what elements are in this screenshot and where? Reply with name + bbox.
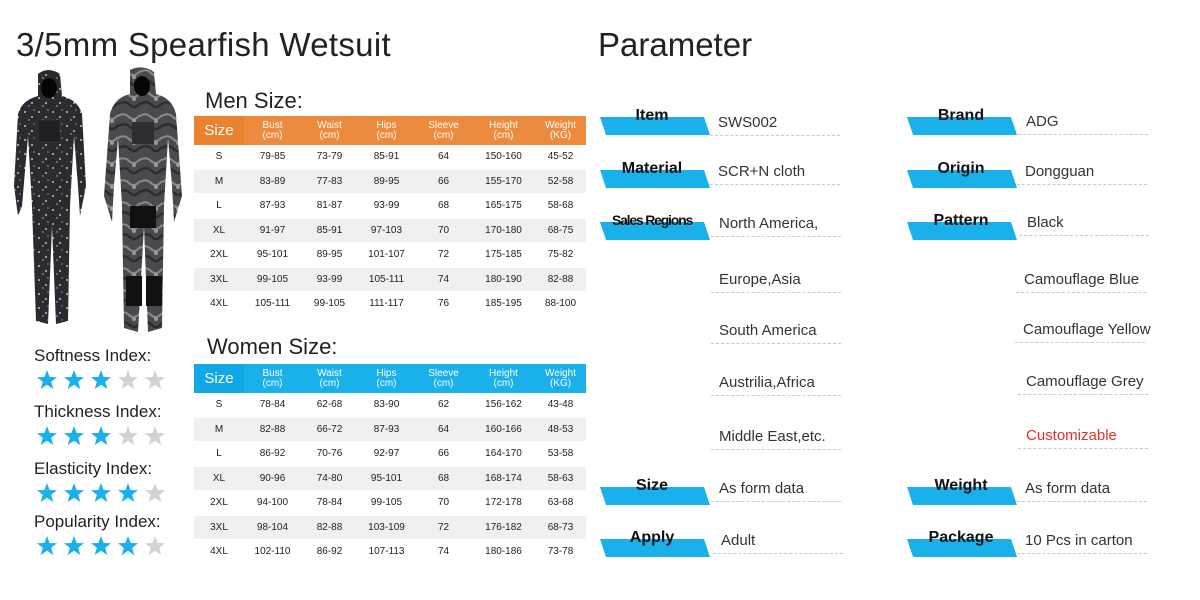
table-cell: 2XL bbox=[194, 491, 244, 516]
star-empty-icon bbox=[144, 369, 166, 391]
table-cell: 165-175 bbox=[472, 194, 535, 219]
women-size-table bbox=[194, 364, 586, 565]
table-row bbox=[194, 418, 586, 443]
table-cell: 70 bbox=[415, 219, 472, 244]
table-cell: 107-113 bbox=[358, 540, 415, 565]
table-header-cell: Hips (cm) bbox=[358, 364, 415, 393]
table-cell: 86-92 bbox=[301, 540, 358, 565]
men-size-table bbox=[194, 116, 586, 317]
star-filled-icon bbox=[63, 535, 85, 557]
table-cell: 73-78 bbox=[535, 540, 586, 565]
dashed-divider bbox=[1018, 448, 1148, 449]
dashed-divider bbox=[711, 501, 841, 502]
table-cell: 43-48 bbox=[535, 393, 586, 418]
table-cell: 73-79 bbox=[301, 145, 358, 170]
sales-region-value: North America, bbox=[719, 215, 819, 232]
table-cell: 76 bbox=[415, 292, 472, 317]
table-cell: 83-90 bbox=[358, 393, 415, 418]
brand-label: Brand bbox=[937, 107, 985, 124]
star-filled-icon bbox=[63, 482, 85, 504]
table-cell: 78-84 bbox=[301, 491, 358, 516]
table-cell: 85-91 bbox=[301, 219, 358, 244]
table-cell: 180-190 bbox=[472, 268, 535, 293]
table-cell: 82-88 bbox=[535, 268, 586, 293]
table-cell: 74-80 bbox=[301, 467, 358, 492]
table-cell: 68-75 bbox=[535, 219, 586, 244]
table-cell: 87-93 bbox=[244, 194, 301, 219]
star-filled-icon bbox=[63, 425, 85, 447]
table-cell: 68-73 bbox=[535, 516, 586, 541]
table-header-cell: Sleeve (cm) bbox=[415, 116, 472, 145]
table-cell: 150-160 bbox=[472, 145, 535, 170]
wetsuit-product-image bbox=[8, 66, 190, 344]
table-header-cell: Size bbox=[194, 364, 244, 393]
men-size-title: Men Size: bbox=[205, 88, 303, 113]
star-empty-icon bbox=[144, 482, 166, 504]
table-cell: 103-109 bbox=[358, 516, 415, 541]
sales-region-value: South America bbox=[719, 322, 817, 339]
sales-region-value: Middle East,etc. bbox=[719, 428, 826, 445]
table-cell: 74 bbox=[415, 540, 472, 565]
star-filled-icon bbox=[36, 425, 58, 447]
dashed-divider bbox=[713, 553, 843, 554]
table-cell: S bbox=[194, 145, 244, 170]
pattern-value: Camouflage Yellow bbox=[1023, 321, 1151, 338]
table-cell: 87-93 bbox=[358, 418, 415, 443]
index-label: Elasticity Index: bbox=[34, 459, 153, 478]
table-cell: 180-186 bbox=[472, 540, 535, 565]
table-row bbox=[194, 442, 586, 467]
sales-region-value: Europe,Asia bbox=[719, 271, 801, 288]
weight-value: As form data bbox=[1025, 480, 1111, 497]
apply-value: Adult bbox=[721, 532, 756, 549]
table-cell: M bbox=[194, 418, 244, 443]
star-filled-icon bbox=[36, 482, 58, 504]
table-cell: 66 bbox=[415, 170, 472, 195]
brand-value: ADG bbox=[1026, 113, 1059, 130]
table-cell: 3XL bbox=[194, 516, 244, 541]
apply-label: Apply bbox=[629, 529, 675, 546]
table-cell: 95-101 bbox=[244, 243, 301, 268]
item-value: SWS002 bbox=[718, 114, 778, 131]
star-rating bbox=[36, 535, 166, 557]
table-cell: 99-105 bbox=[358, 491, 415, 516]
table-row bbox=[194, 467, 586, 492]
table-cell: 66-72 bbox=[301, 418, 358, 443]
table-cell: 164-170 bbox=[472, 442, 535, 467]
table-row bbox=[194, 194, 586, 219]
table-cell: 3XL bbox=[194, 268, 244, 293]
table-cell: 105-111 bbox=[358, 268, 415, 293]
star-filled-icon bbox=[117, 535, 139, 557]
table-cell: 89-95 bbox=[301, 243, 358, 268]
star-filled-icon bbox=[90, 535, 112, 557]
table-cell: 62 bbox=[415, 393, 472, 418]
table-cell: 79-85 bbox=[244, 145, 301, 170]
pattern-value: Camouflage Blue bbox=[1024, 271, 1140, 288]
table-cell: 93-99 bbox=[301, 268, 358, 293]
dashed-divider bbox=[711, 395, 841, 396]
table-cell: 175-185 bbox=[472, 243, 535, 268]
table-cell: 95-101 bbox=[358, 467, 415, 492]
star-filled-icon bbox=[117, 482, 139, 504]
parameter-title: Parameter bbox=[598, 26, 753, 63]
dashed-divider bbox=[710, 135, 840, 136]
table-row bbox=[194, 145, 586, 170]
star-filled-icon bbox=[63, 369, 85, 391]
material-label: Material bbox=[621, 160, 683, 177]
star-rating bbox=[36, 425, 166, 447]
star-filled-icon bbox=[36, 369, 58, 391]
table-cell: 88-100 bbox=[535, 292, 586, 317]
table-cell: 90-96 bbox=[244, 467, 301, 492]
table-cell: 86-92 bbox=[244, 442, 301, 467]
pattern-value: Camouflage Grey bbox=[1026, 373, 1144, 390]
item-label: Item bbox=[635, 107, 669, 124]
table-cell: 70-76 bbox=[301, 442, 358, 467]
dashed-divider bbox=[1016, 292, 1146, 293]
table-cell: 92-97 bbox=[358, 442, 415, 467]
size-value: As form data bbox=[719, 480, 805, 497]
table-header-cell: Hips (cm) bbox=[358, 116, 415, 145]
table-cell: 156-162 bbox=[472, 393, 535, 418]
table-cell: 97-103 bbox=[358, 219, 415, 244]
weight-label: Weight bbox=[934, 477, 988, 494]
dashed-divider bbox=[1017, 553, 1147, 554]
table-header-cell: Weight (KG) bbox=[535, 364, 586, 393]
dashed-divider bbox=[711, 236, 841, 237]
table-row bbox=[194, 219, 586, 244]
table-cell: 45-52 bbox=[535, 145, 586, 170]
star-empty-icon bbox=[117, 369, 139, 391]
table-cell: 172-178 bbox=[472, 491, 535, 516]
table-row bbox=[194, 292, 586, 317]
table-cell: 70 bbox=[415, 491, 472, 516]
table-cell: 99-105 bbox=[301, 292, 358, 317]
table-cell: 68 bbox=[415, 467, 472, 492]
table-cell: 64 bbox=[415, 418, 472, 443]
table-cell: 72 bbox=[415, 243, 472, 268]
table-cell: 78-84 bbox=[244, 393, 301, 418]
table-header-cell: Bust (cm) bbox=[244, 116, 301, 145]
table-header-cell: Weight (KG) bbox=[535, 116, 586, 145]
star-filled-icon bbox=[90, 425, 112, 447]
sales-region-value: Austrilia,Africa bbox=[719, 374, 815, 391]
table-header-cell: Waist (cm) bbox=[301, 364, 358, 393]
table-cell: 102-110 bbox=[244, 540, 301, 565]
package-label: Package bbox=[928, 529, 994, 546]
table-cell: 74 bbox=[415, 268, 472, 293]
table-cell: 4XL bbox=[194, 292, 244, 317]
table-cell: 53-58 bbox=[535, 442, 586, 467]
table-cell: 89-95 bbox=[358, 170, 415, 195]
table-header-cell: Bust (cm) bbox=[244, 364, 301, 393]
table-cell: L bbox=[194, 442, 244, 467]
table-header-cell: Waist (cm) bbox=[301, 116, 358, 145]
table-cell: XL bbox=[194, 219, 244, 244]
table-cell: 83-89 bbox=[244, 170, 301, 195]
index-label: Popularity Index: bbox=[34, 512, 161, 531]
table-cell: 81-87 bbox=[301, 194, 358, 219]
table-cell: 99-105 bbox=[244, 268, 301, 293]
table-cell: 66 bbox=[415, 442, 472, 467]
origin-value: Dongguan bbox=[1025, 163, 1095, 180]
pattern-value: Customizable bbox=[1026, 427, 1117, 444]
table-cell: 4XL bbox=[194, 540, 244, 565]
table-cell: 48-53 bbox=[535, 418, 586, 443]
star-filled-icon bbox=[90, 482, 112, 504]
table-cell: 94-100 bbox=[244, 491, 301, 516]
size-label: Size bbox=[635, 477, 668, 494]
table-cell: L bbox=[194, 194, 244, 219]
pattern-value: Black bbox=[1027, 214, 1064, 231]
table-row bbox=[194, 516, 586, 541]
star-empty-icon bbox=[117, 425, 139, 447]
table-cell: 185-195 bbox=[472, 292, 535, 317]
pattern-label: Pattern bbox=[933, 212, 989, 229]
table-cell: 63-68 bbox=[535, 491, 586, 516]
star-filled-icon bbox=[36, 535, 58, 557]
star-filled-icon bbox=[90, 369, 112, 391]
table-header-cell: Height (cm) bbox=[472, 116, 535, 145]
dashed-divider bbox=[710, 184, 840, 185]
table-row bbox=[194, 393, 586, 418]
table-cell: 155-170 bbox=[472, 170, 535, 195]
star-empty-icon bbox=[144, 535, 166, 557]
sales_regions-label: Sales Regions bbox=[611, 212, 693, 228]
dashed-divider bbox=[1017, 501, 1147, 502]
table-cell: 176-182 bbox=[472, 516, 535, 541]
table-cell: 58-68 bbox=[535, 194, 586, 219]
material-value: SCR+N cloth bbox=[718, 163, 806, 180]
table-cell: XL bbox=[194, 467, 244, 492]
origin-label: Origin bbox=[937, 160, 985, 177]
table-cell: 2XL bbox=[194, 243, 244, 268]
dashed-divider bbox=[1018, 134, 1148, 135]
table-cell: 62-68 bbox=[301, 393, 358, 418]
table-header-cell: Size bbox=[194, 116, 244, 145]
table-cell: 82-88 bbox=[301, 516, 358, 541]
table-cell: 77-83 bbox=[301, 170, 358, 195]
women-size-title: Women Size: bbox=[207, 334, 338, 359]
table-cell: M bbox=[194, 170, 244, 195]
package-value: 10 Pcs in carton bbox=[1025, 532, 1133, 549]
table-cell: 85-91 bbox=[358, 145, 415, 170]
table-cell: 105-111 bbox=[244, 292, 301, 317]
index-label: Softness Index: bbox=[34, 346, 152, 365]
star-rating bbox=[36, 369, 166, 391]
star-empty-icon bbox=[144, 425, 166, 447]
dashed-divider bbox=[1019, 235, 1149, 236]
dashed-divider bbox=[1018, 394, 1148, 395]
table-cell: 160-166 bbox=[472, 418, 535, 443]
table-row bbox=[194, 170, 586, 195]
dashed-divider bbox=[1017, 184, 1147, 185]
table-cell: 58-63 bbox=[535, 467, 586, 492]
star-rating bbox=[36, 482, 166, 504]
main-title: 3/5mm Spearfish Wetsuit bbox=[16, 26, 391, 63]
dashed-divider bbox=[1015, 342, 1145, 343]
table-row bbox=[194, 268, 586, 293]
table-cell: 93-99 bbox=[358, 194, 415, 219]
table-cell: 52-58 bbox=[535, 170, 586, 195]
table-cell: 98-104 bbox=[244, 516, 301, 541]
table-cell: 72 bbox=[415, 516, 472, 541]
dashed-divider bbox=[711, 292, 841, 293]
table-header-cell: Sleeve (cm) bbox=[415, 364, 472, 393]
table-cell: 111-117 bbox=[358, 292, 415, 317]
table-cell: S bbox=[194, 393, 244, 418]
table-cell: 64 bbox=[415, 145, 472, 170]
table-row bbox=[194, 491, 586, 516]
index-label: Thickness Index: bbox=[34, 402, 162, 421]
table-cell: 82-88 bbox=[244, 418, 301, 443]
table-cell: 170-180 bbox=[472, 219, 535, 244]
table-cell: 168-174 bbox=[472, 467, 535, 492]
table-cell: 101-107 bbox=[358, 243, 415, 268]
dashed-divider bbox=[711, 449, 841, 450]
dashed-divider bbox=[711, 343, 841, 344]
table-cell: 91-97 bbox=[244, 219, 301, 244]
table-cell: 75-82 bbox=[535, 243, 586, 268]
table-row bbox=[194, 540, 586, 565]
table-header-cell: Height (cm) bbox=[472, 364, 535, 393]
table-cell: 68 bbox=[415, 194, 472, 219]
table-row bbox=[194, 243, 586, 268]
